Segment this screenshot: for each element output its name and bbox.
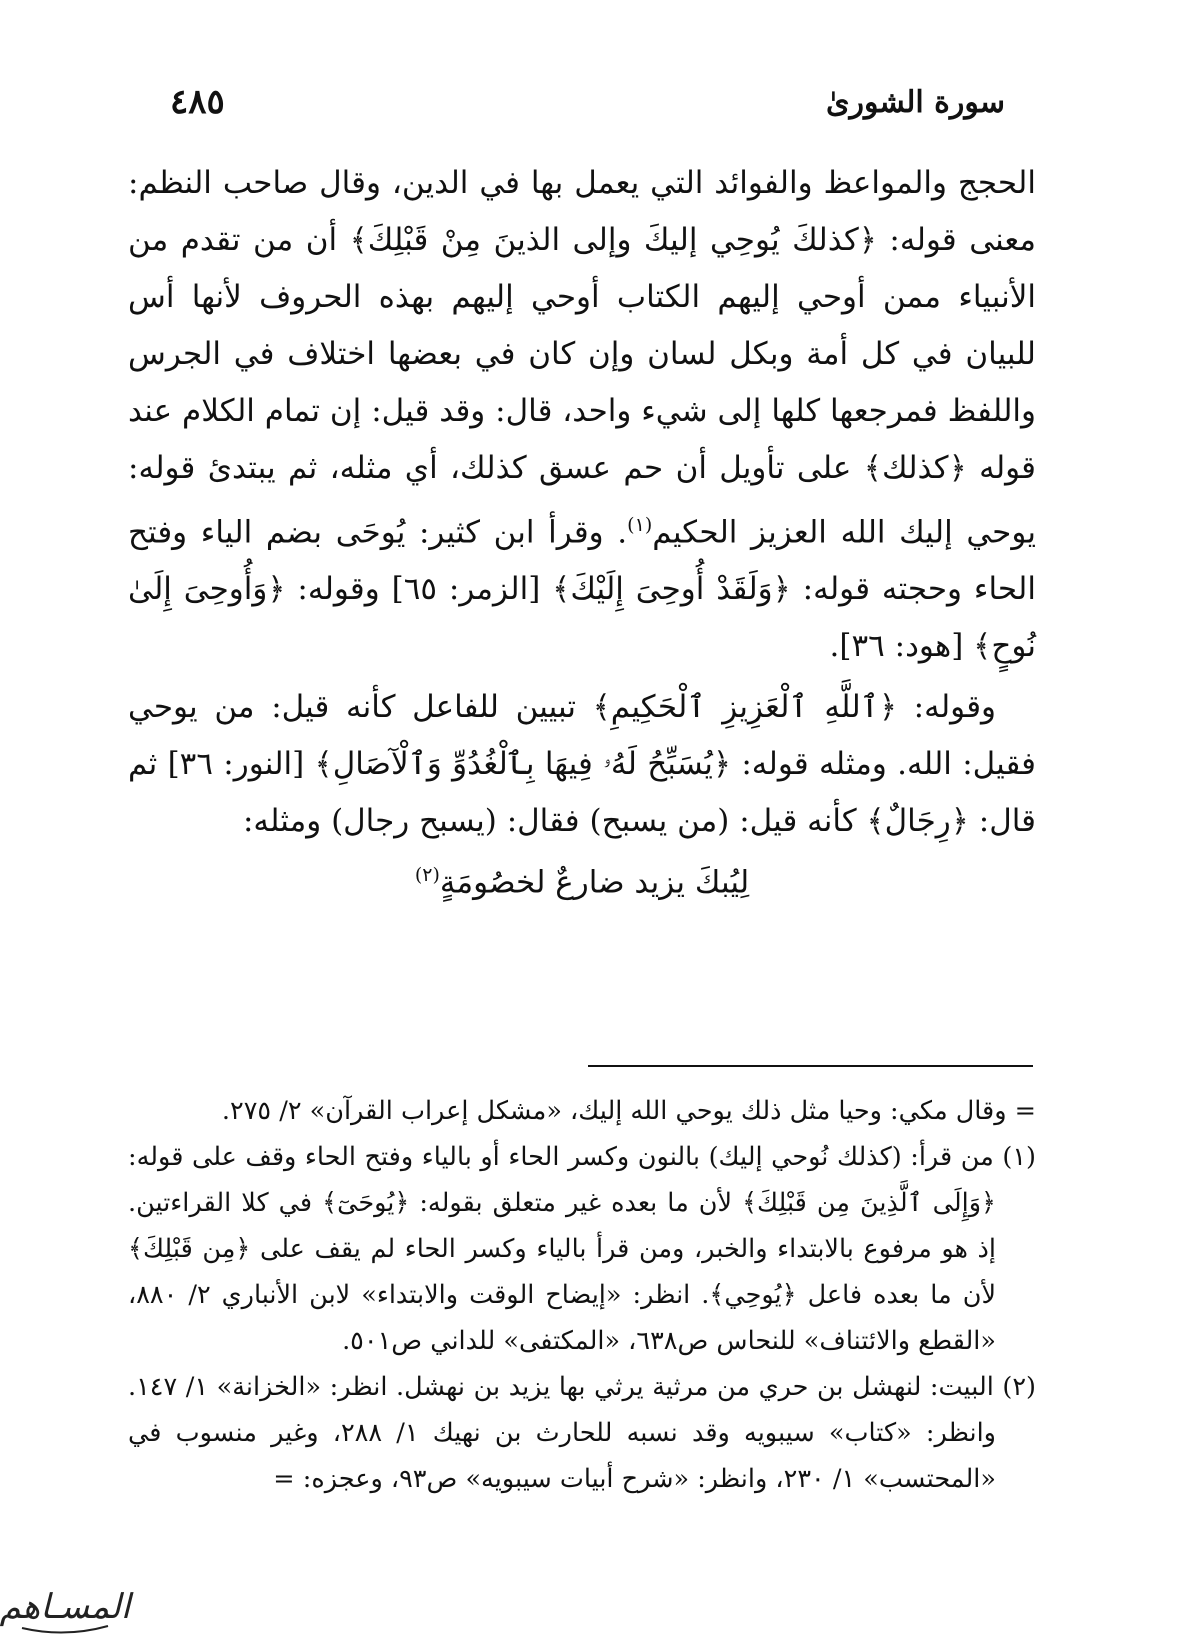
almoshaf-logo-icon: [0, 1578, 131, 1644]
logo-text: المسـاهم: [0, 1587, 131, 1627]
page-header: [170, 72, 1005, 132]
paragraph-text: . وقرأ ابن كثير: يُوحَى بضم الياء وفتح الحاء وحجته قوله: ﴿وَلَقَدْ أُوحِىَ إِلَيْكَ﴾ [الزمر: ٦٥] وقوله: ﴿وَأُوحِىَ إِلَىٰ نُوحٍ﴾ [هود: ٣٦].: [128, 514, 1036, 665]
paragraph-text: الحجج والمواعظ والفوائد التي يعمل بها في الدين، وقال صاحب النظم: معنى قوله: ﴿كذلكَ يُوحِي إليكَ وإلى الذينَ مِنْ قَبْلِكَ﴾ أن من تقدم من الأنبياء ممن أوحي إليهم الكتاب أوحي إليهم بهذه الحروف لأنها أس للبيان في كل أمة وبكل لسان وإن كان في بعضها اختلاف في الجرس واللفظ فمرجعها كلها إلى شيء واحد، قال: وقد قيل: إن تمام الكلام عند قوله ﴿كذلك﴾ على تأويل أن حم عسق كذلك، أي مثله، ثم يبتدئ قوله: يوحي إليك الله العزيز الحكيم: [128, 165, 1036, 551]
footnote-text: البيت: لنهشل بن حري من مرثية يرثي بها يزيد بن نهشل. انظر: «الخزانة» ١/ ١٤٧. وانظر: «كتاب» سيبويه وقد نسبه للحارث بن نهيك ١/ ٢٨٨، وغير منسوب في «المحتسب» ١/ ٢٣٠، وانظر: «شرح أبيات سيبويه» ص٩٣، وعجزه: =: [128, 1372, 996, 1494]
paragraph: [128, 679, 1036, 850]
surah-title: سورة الشورىٰ: [826, 84, 1005, 120]
footnote-marker: (٢): [1002, 1372, 1036, 1402]
footnote-marker: (١): [1002, 1142, 1036, 1172]
footnote-continuation: = وقال مكي: وحيا مثل ذلك يوحي الله إليك، «مشكل إعراب القرآن» ٢/ ٢٧٥.: [221, 1096, 1036, 1126]
paragraph: [128, 155, 1036, 675]
footnote: [128, 1364, 1036, 1502]
footnote-reference[interactable]: (١): [627, 514, 653, 536]
footnote-text: من قرأ: (كذلك نُوحي إليك) بالنون وكسر الحاء أو بالياء وفتح الحاء وقف على قوله: ﴿وَإِلَى ٱلَّذِينَ مِن قَبْلِكَ﴾ لأن ما بعده غير متعلق بقوله: ﴿يُوحَىٓ﴾ في كلا القراءتين. إذ هو مرفوع بالابتداء والخبر، ومن قرأ بالياء وكسر الحاء لم يقف على ﴿مِن قَبْلِكَ﴾ لأن ما بعده فاعل ﴿يُوحِي﴾. انظر: «إيضاح الوقت والابتداء» لابن الأنباري ٢/ ٨٨٠، «القطع والائتناف» للنحاس ص٦٣٨، «المكتفى» للداني ص٥٠١.: [128, 1142, 996, 1356]
footnote-reference[interactable]: (٢): [414, 864, 440, 887]
paragraph-text: وقوله: ﴿ٱللَّهِ ٱلْعَزِيزِ ٱلْحَكِيمِ﴾ تبيين للفاعل كأنه قيل: من يوحي فقيل: الله. ومثله قوله: ﴿يُسَبِّحُ لَهُۥ فِيهَا بِٱلْغُدُوِّ وَٱلْآصَالِ﴾ [النور: ٣٦] ثم قال: ﴿رِجَالٌ﴾ كأنه قيل: (من يسبح) فقال: (يسبح رجال) ومثله:: [128, 689, 1036, 840]
footnotes: [128, 1088, 1036, 1502]
verse-text: لِيُبكَ يزيد ضارعٌ لخصُومَةٍ: [439, 864, 750, 901]
footnote: [128, 1134, 1036, 1364]
footnote-separator: [588, 1065, 1033, 1067]
main-text: [128, 155, 1036, 908]
poetry-verse: [128, 850, 1036, 907]
page-number: ٤٨٥: [170, 82, 225, 122]
